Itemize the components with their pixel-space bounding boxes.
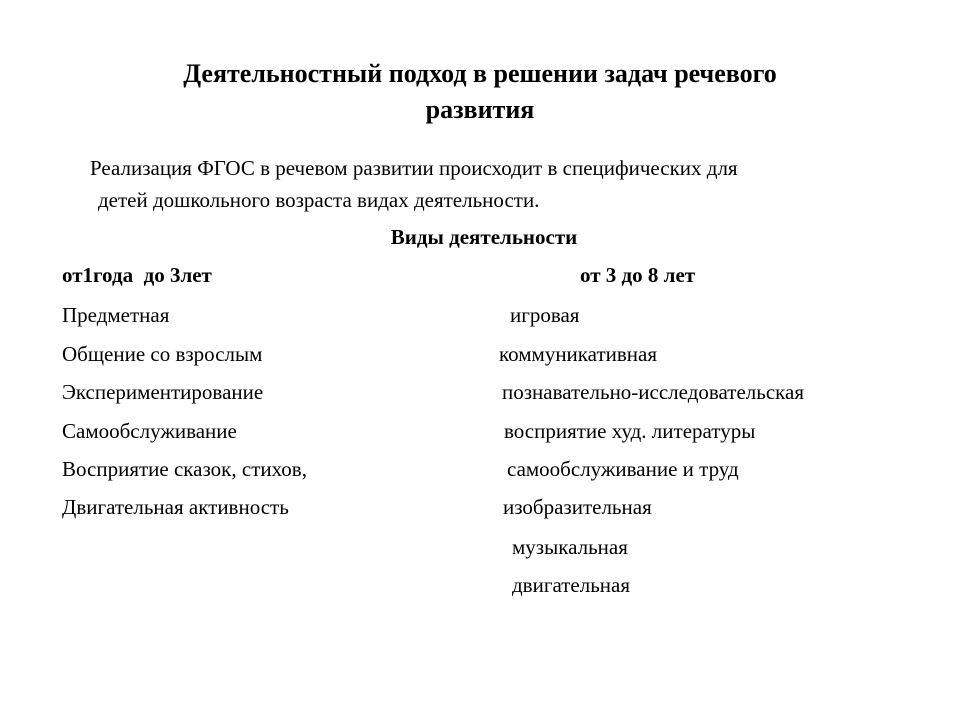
- right-list-item: двигательная: [512, 573, 631, 597]
- right-list-item: коммуникативная: [499, 342, 658, 366]
- intro-line-2: детей дошкольного возраста видах деятельности.: [98, 188, 540, 212]
- left-list-item: Экспериментирование: [62, 380, 264, 404]
- right-list-item: игровая: [510, 303, 580, 327]
- right-column-header: от 3 до 8 лет: [580, 263, 696, 287]
- slide-title-line-2: развития: [425, 95, 535, 124]
- slide-title-line-1: Деятельностный подход в решении задач речевого: [183, 59, 777, 88]
- left-list-item: Двигательная активность: [62, 495, 289, 519]
- right-list-item: музыкальная: [512, 535, 628, 559]
- right-list-item: восприятие худ. литературы: [504, 419, 756, 443]
- slide-title: [80, 56, 880, 128]
- intro-paragraph: [90, 152, 930, 216]
- left-list-item: Предметная: [62, 303, 170, 327]
- right-list-item: изобразительная: [503, 495, 652, 519]
- left-list-item: Общение со взрослым: [62, 342, 263, 366]
- intro-line-1: Реализация ФГОС в речевом развитии происходит в специфических для: [90, 156, 738, 180]
- section-heading: Виды деятельности: [390, 225, 578, 249]
- left-list-item: Восприятие сказок, стихов,: [62, 457, 307, 481]
- left-list-item: Самообслуживание: [62, 419, 237, 443]
- right-list-item: самообслуживание и труд: [507, 457, 739, 481]
- right-list-item: познавательно-исследовательская: [502, 380, 805, 404]
- left-column-header: от1года до 3лет: [62, 263, 212, 287]
